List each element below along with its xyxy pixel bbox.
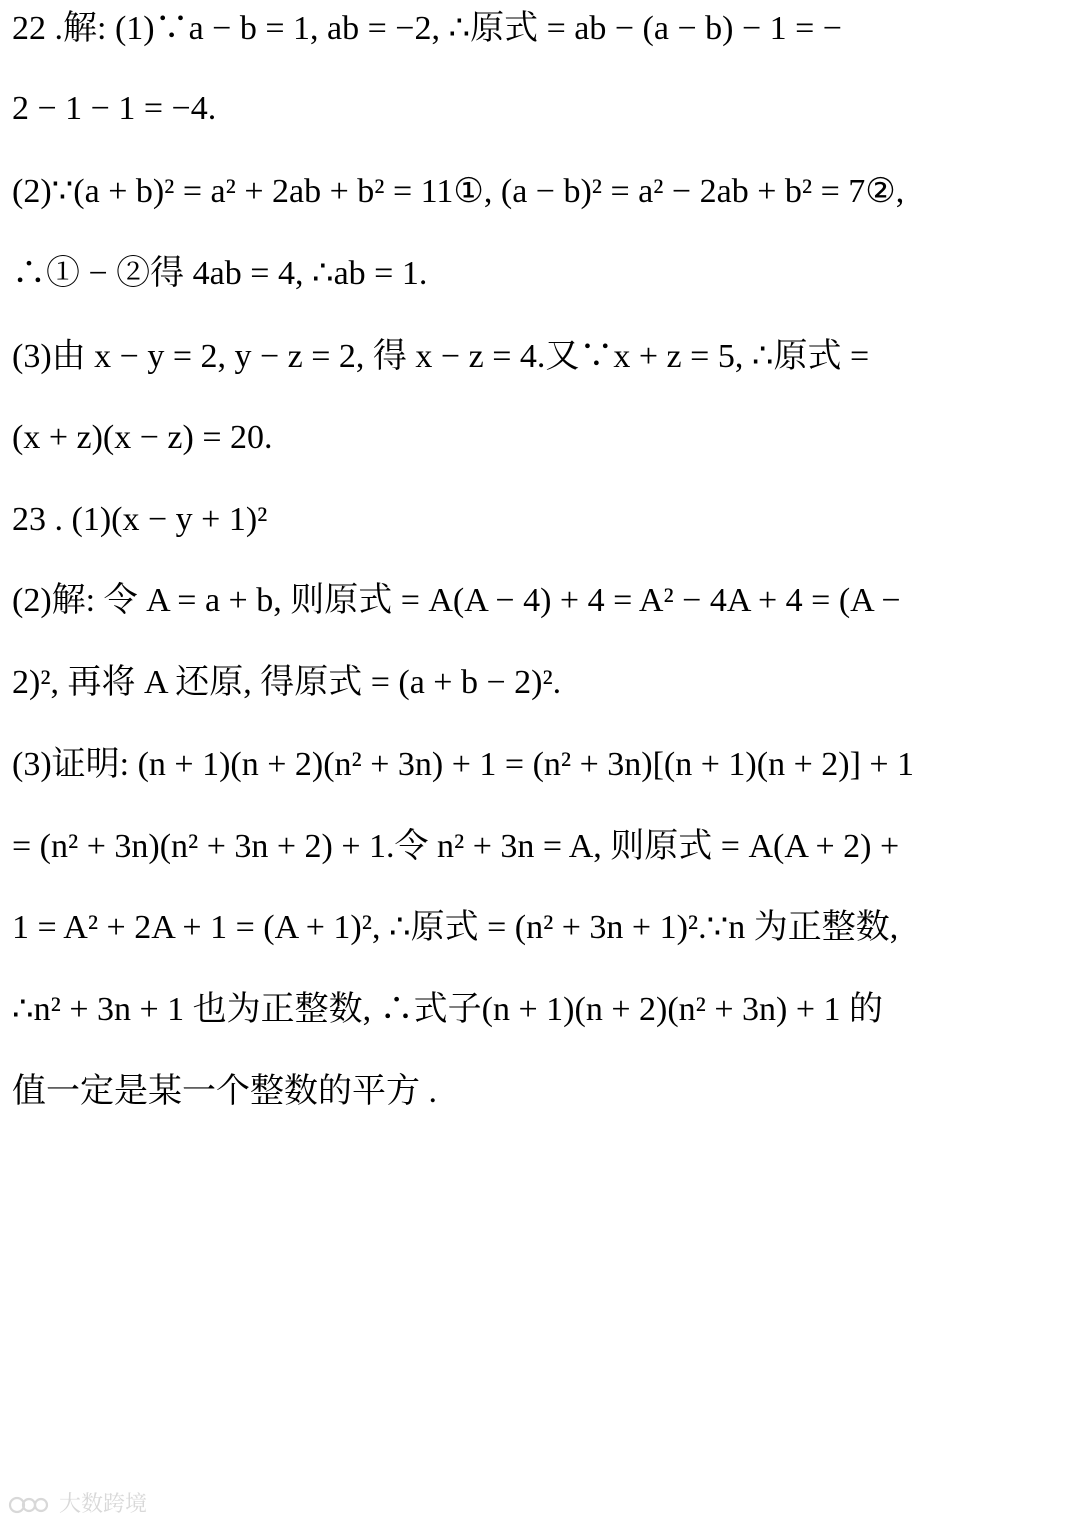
solution-23-part3-line2: = (n² + 3n)(n² + 3n + 2) + 1.令 n² + 3n = A, 则原式 = A(A + 2) + xyxy=(12,828,900,865)
solution-23-part2-line1: (2)解: 令 A = a + b, 则原式 = A(A − 4) + 4 = A² − 4A + 4 = (A − xyxy=(12,582,901,619)
solution-22-part1-line2: 2 − 1 − 1 = −4. xyxy=(12,90,217,127)
solution-23-part3-line3: 1 = A² + 2A + 1 = (A + 1)², ∴原式 = (n² + 3n + 1)².∵n 为正整数, xyxy=(12,909,899,946)
solution-22-part3-line1: (3)由 x − y = 2, y − z = 2, 得 x − z = 4.又∵x + z = 5, ∴原式 = xyxy=(12,338,870,375)
solution-23-part3-line5: 值一定是某一个整数的平方 . xyxy=(12,1073,437,1110)
solution-23-part2-line2: 2)², 再将 A 还原, 得原式 = (a + b − 2)². xyxy=(12,664,562,701)
watermark-text: 大数跨境 xyxy=(59,1492,148,1517)
watermark-logo-icon xyxy=(8,1494,52,1516)
watermark-logo xyxy=(8,1490,147,1520)
solution-23-part1: 23 . (1)(x − y + 1)² xyxy=(12,501,268,538)
solution-22-part3-line2: (x + z)(x − z) = 20. xyxy=(12,419,273,456)
solution-22-part1-line1: 22 .解: (1)∵a − b = 1, ab = −2, ∴原式 = ab − (a − b) − 1 = − xyxy=(12,10,842,47)
solution-22-part2-line2: ∴① − ②得 4ab = 4, ∴ab = 1. xyxy=(12,255,428,292)
solution-23-part3-line1: (3)证明: (n + 1)(n + 2)(n² + 3n) + 1 = (n² + 3n)[(n + 1)(n + 2)] + 1 xyxy=(12,746,915,783)
solution-22-part2-line1: (2)∵(a + b)² = a² + 2ab + b² = 11①, (a − b)² = a² − 2ab + b² = 7②, xyxy=(12,173,905,210)
solution-23-part3-line4: ∴n² + 3n + 1 也为正整数, ∴式子(n + 1)(n + 2)(n² + 3n) + 1 的 xyxy=(12,991,884,1028)
